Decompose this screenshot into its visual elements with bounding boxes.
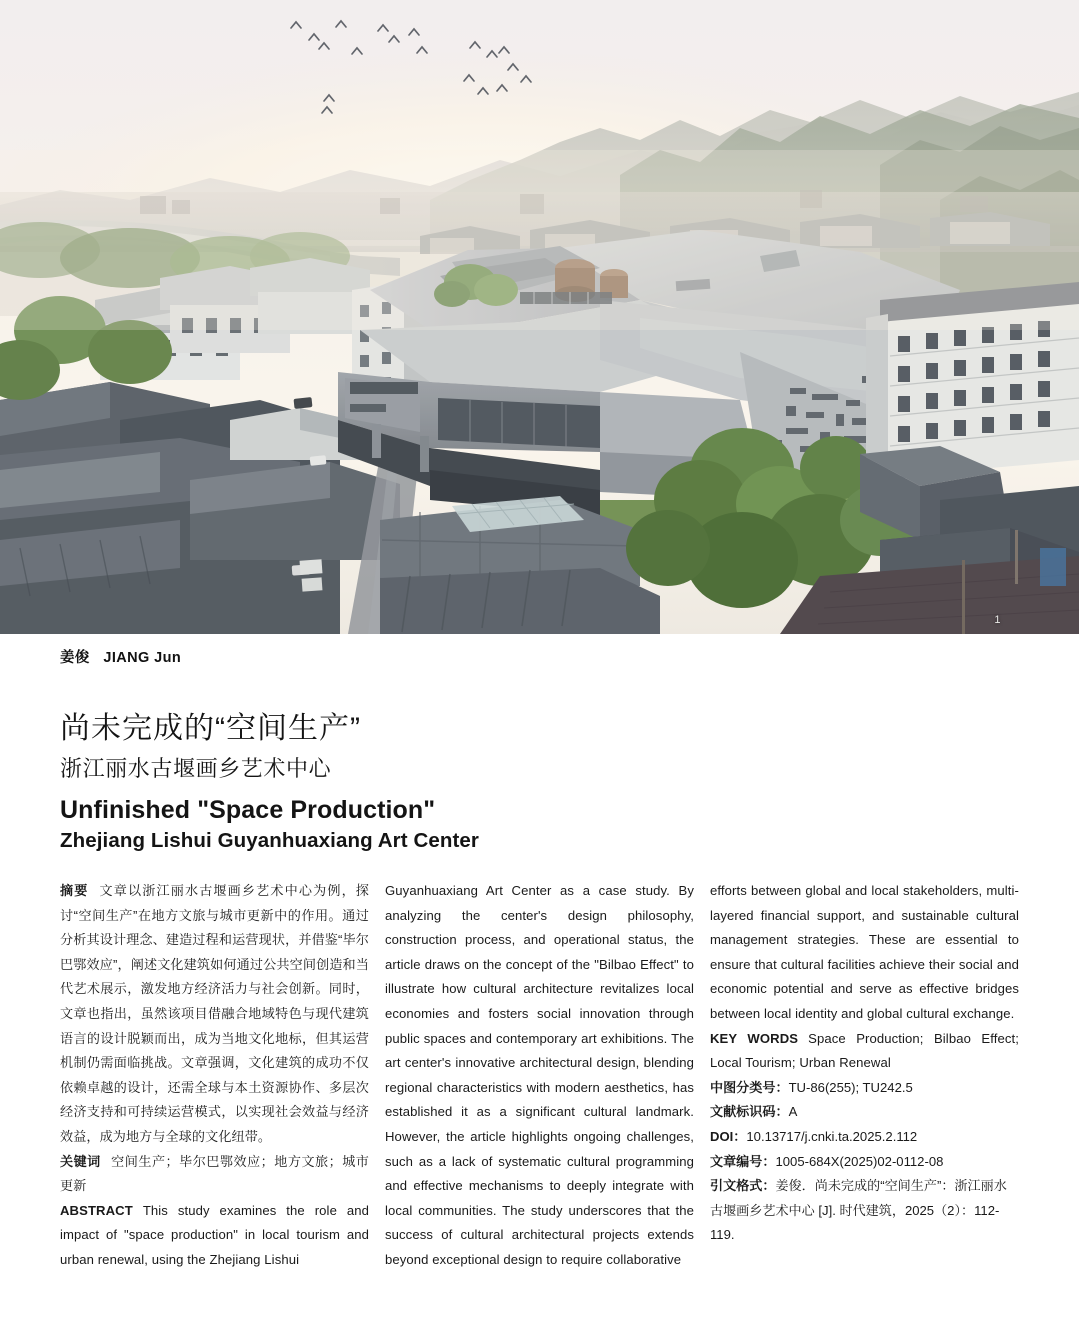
abstract-en-text: This study examines the role and impact of "space production" in local tourism and urban renewal, using the Zhejiang Lishui — [60, 1202, 369, 1267]
article-no-label: 文章编号： — [710, 1153, 776, 1169]
doc-code-value: A — [788, 1104, 798, 1120]
byline — [60, 646, 1079, 667]
doi-value: 10.13717/j.cnki.ta.2025.2.112 — [746, 1128, 918, 1144]
title-cn-sub: 浙江丽水古堰画乡艺术中心 — [60, 755, 332, 781]
article-no-value: 1005-684X(2025)02-0112-08 — [775, 1153, 944, 1169]
doc-code-label: 文献标识码： — [710, 1104, 789, 1120]
keywords-cn — [60, 1150, 369, 1199]
meta-citation — [710, 1174, 1019, 1248]
abstract-cn-label: 摘要 — [60, 883, 89, 898]
abstract-column-1 — [60, 879, 369, 1273]
abstract-cn — [60, 879, 369, 1150]
abstract-en-continued-2: efforts between global and local stakeholders, multi-layered financial support, and sustainable cultural management strategies. These are essential to ensure that cultural facilities achieve their social and economic potential and serve as effective bridges between local identity and global cultural exchange. — [710, 883, 1019, 1021]
clc-label: 中图分类号： — [710, 1079, 789, 1095]
title-cn-main: 尚未完成的“空间生产” — [60, 712, 361, 745]
abstract-cn-text: 文章以浙江丽水古堰画乡艺术中心为例，探讨“空间生产”在地方文旅与城市更新中的作用。通过分析其设计理念、建造过程和运营现状，并借鉴“毕尔巴鄂效应”，阐述文化建筑如何通过公共空间创造和当代艺术展示，激发地方经济活力与社会创新。同时，文章也指出，虽然该项目借融合地域特色与现代建筑语言的设计脱颖而出，成为当地文化地标，但其运营机制仍需面临挑战。文章强调，文化建筑的成功不仅依赖卓越的设计，还需全球与本土资源协作、多层次经济支持和可持续运营模式，以实现社会效益与经济效益，成为地方与全球的文化纽带。 — [60, 883, 369, 1144]
abstract-en-continued: Guyanhuaxiang Art Center as a case study. By analyzing the center's design philosophy, construction process, and operational status, the article draws on the concept of the "Bilbao Effect" to illustrate how cultural architecture revitalizes local economies and fosters social innovation through public spaces and contemporary art exhibitions. The art center's innovative architectural design, blending regional characteristics with modern aesthetics, has established it as a significant cultural landmark. However, the article highlights ongoing challenges, such as a lack of systematic cultural programming and effective mechanisms to deeply integrate with local communities. The study underscores that the success of cultural architectural projects extends beyond exceptional design to require collaborative — [385, 883, 694, 1267]
abstract-columns — [60, 879, 1019, 1273]
citation-label: 引文格式： — [710, 1178, 776, 1194]
title-en-main: Unfinished "Space Production" — [60, 796, 436, 825]
keywords-en-text: Space Production; Bilbao Effect; Local Tourism; Urban Renewal — [710, 1030, 1019, 1071]
meta-article-no — [710, 1150, 1019, 1175]
hero-photograph — [0, 0, 1079, 634]
citation-value: 姜俊．尚未完成的“空间生产”：浙江丽水古堰画乡艺术中心 [J]. 时代建筑，2025（2）：112-119. — [710, 1178, 1007, 1243]
keywords-en-label: KEY WORDS — [710, 1030, 799, 1046]
figure-number: 1 — [994, 614, 1001, 626]
article-body — [0, 634, 1079, 1267]
clc-value: TU-86(255); TU242.5 — [788, 1079, 913, 1095]
keywords-cn-label: 关键词 — [60, 1153, 101, 1169]
keywords-cn-text: 空间生产；毕尔巴鄂效应；地方文旅；城市更新 — [60, 1153, 369, 1194]
abstract-column-2 — [385, 879, 694, 1273]
meta-doc-code — [710, 1100, 1019, 1125]
keywords-en — [710, 1027, 1019, 1076]
abstract-column-3 — [710, 879, 1019, 1273]
author-name-en: JIANG Jun — [103, 650, 182, 666]
title-en-sub: Zhejiang Lishui Guyanhuaxiang Art Center — [60, 829, 479, 853]
abstract-en-label: ABSTRACT — [60, 1202, 133, 1218]
doi-label: DOI： — [710, 1128, 747, 1144]
author-name-cn: 姜俊 — [60, 650, 90, 666]
aerial-photo-illustration — [0, 0, 1079, 634]
abstract-en-part1 — [60, 1199, 369, 1273]
meta-doi — [710, 1125, 1019, 1150]
meta-clc — [710, 1076, 1019, 1101]
title-block — [60, 711, 1079, 855]
